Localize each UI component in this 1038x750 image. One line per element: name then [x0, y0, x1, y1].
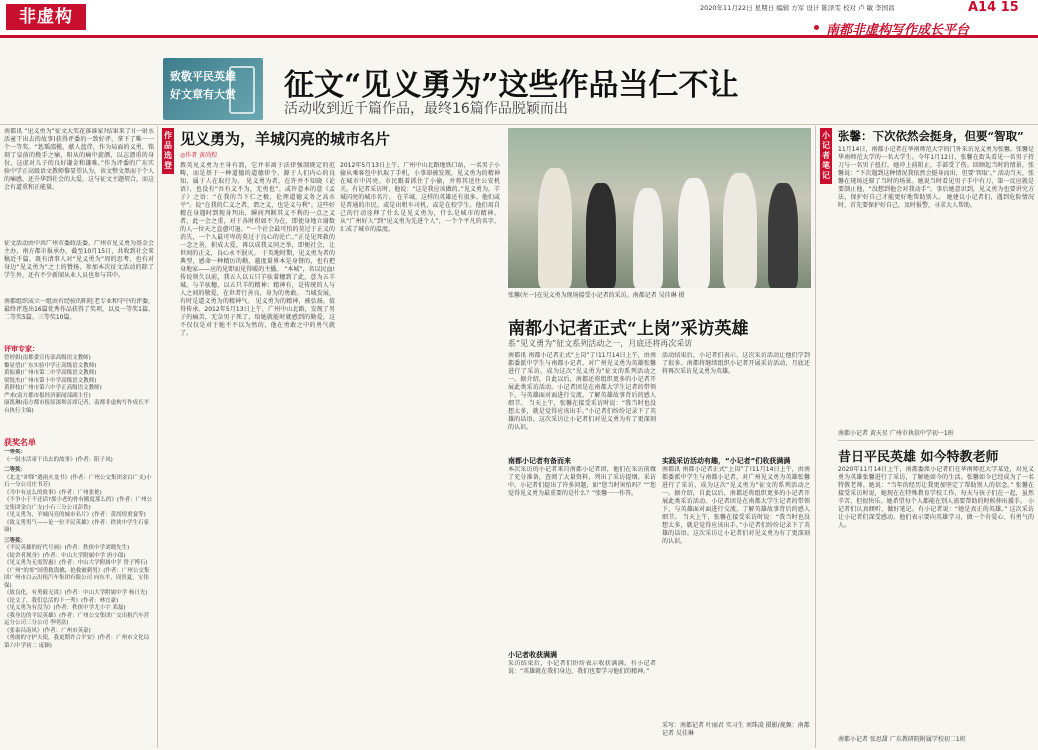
prize-item: 《不争小于不还话?那小老的骨有搬度那么的》(作者：广州公交集团金白广支)小石三分公司彭铁)	[4, 497, 153, 511]
prize-item: 《当中有这么的故事》(作者：广州张艳)	[4, 489, 102, 496]
judge-item: 黄振翼(广州市第二中学高级语文教师)	[4, 370, 97, 376]
intro-paragraph: 南都讯 “见义勇为”征文大奖花落谁家?结果来了!(一射水活童干出去的故事)获得评委的一致好评，拿下了唯一一个一等奖。“惩瑀邵揽，献人蓝伴，作为局面的义勇，铭刻了皇前的挽手之痛，阳从的痛中旋颜，以志漂重的身份，这虚对儿子的良好谦金和谦难。”作为评委的广东实验中学正高级语文教师黎显望认为，该文整文黑而于个人的痛感，还升华到社会的大爱，这与征文主题契合，而这会有道重和正能量。	[4, 128, 154, 191]
judges-heading: 评审专家：	[4, 345, 39, 353]
prize-item: 《广州“的哥”国勇救盗擒，抢救被刺男》(作者：广州公交集团广州市白云出租汽车集团有限公司 向东平，周贵夏，宝伟保)	[4, 567, 150, 589]
prize-item: 《见义勇为有没为》(作者：秩侠中学尤小宇 邓磊)	[4, 605, 126, 611]
article2-subtitle: 系“见义勇为”征文系列活动之一，月底还将再次采访	[508, 339, 693, 348]
third-prize-label: 三等奖：	[4, 537, 27, 544]
first-prize-label: 一等奖：	[4, 449, 27, 455]
column-divider	[157, 126, 158, 748]
article2-body-4: 活动结束后，小记者们表示，这次采访活动让他们学到了很多。南都将继续组织小记者开展采访活动，月底还将再次采访见义勇为英雄。	[662, 352, 810, 375]
article1-body-col2: 2012年5月13日上午，广州中山北路地铁口站，一名男子小偷从乘客包中扒取了手机，小事却被发现，见义勇为的精神在城市中闪亮。市民跟着抓住了小偷，并将其送往公安机关。有记者采访时，他说：“这是我应该做的。”见义勇为，羊城闪亮的城市名片。 在羊城，这样的英雄还有很多。他们或是普通的市民，或是出租车司机，或是在校学生。他们用自己的行动诠释了什么是见义勇为，什么是城市的精神。 从“广州好人”到“见义勇为先进个人”，一个个平凡的名字，汇成了城市的温度。	[340, 162, 500, 233]
article2-body: 南都讯 南都小记者正式“上岗”了!11月14日上午，由南都委派中学生与南都小记者，对广州见义勇为英雄张馨进行了采访，成为这次“见义勇为”征文的系列活动之一。据介绍，自此以后，南都还将组织更多的小记者开展此类采访活动。小记者团是在南都大学生记者的带领下，与英雄面对面进行交流，了解英雄故事背后的感人细节。 当天上午，张馨在接受采访时说：“我当时也没想太多，就是觉得应该出手。”小记者们纷纷记录下了英雄的话语。这次采访让小记者们对见义勇为有了更深刻的认识。	[508, 352, 656, 431]
article3-author: 南都小记者 黄天星 广州市执信中学初一1班	[838, 430, 954, 437]
prize-item: 《勇敢的守护天使，我更期许合平安》(作者：广州市文化局第六中学初二 庞颖)	[4, 635, 150, 649]
page-subheadline: 活动收到近千篇作品，最终16篇作品脱颖而出	[284, 101, 568, 117]
section-dot-icon	[814, 25, 819, 30]
article-divider	[838, 440, 1034, 441]
prize-item: 《见义勇为无需智惠》(作者：中山大学附属中学 曾子博石)	[4, 560, 148, 566]
article2-subheading-1: 南都小记者有备而来	[508, 457, 571, 465]
photo-caption: 张馨(左一)在见义勇为现场接受小记者的采访。南都记者 吴佳琳 摄	[508, 292, 685, 299]
article-tag-vertical: 小记者笔记	[820, 128, 832, 184]
prize-item: 《致良化，有勇毅无畏》(作者：中山大学附属中学 杨日光)	[4, 590, 148, 596]
judge-item: 严来(南方都市报经济新闻部副主任)	[4, 392, 91, 399]
book-icon	[229, 66, 255, 114]
article2-body-2: 本次采访的小记者来自南都小记者团，他们在采访前做了充分准备，查阅了大量资料，列出了采访提纲。采访中，小记者们提出了许多问题，如“您当时害怕吗？”“您觉得见义勇为最重要的是什么？”张馨一一作答。	[508, 466, 656, 497]
article2-subheading-3: 实践采访活动有趣，“小记者”们收获满满	[662, 457, 791, 465]
prize-item: 《我身边的平民英雄》(作者：广州公交集团广交出租汽车营运分公司三分公司 李明富)	[4, 612, 150, 626]
article3-author-2: 南都小记者 张思甜 广东教研院附属学校初二1班	[838, 736, 966, 743]
page-headline: 征文“见义勇为”这些作品当仁不让	[284, 68, 739, 103]
judges-list	[4, 355, 154, 415]
prize-item: 《一射水活童干出去的故事》(作者：阳子凤)	[4, 456, 113, 463]
article2-title: 南都小记者正式“上岗”采访英雄	[508, 319, 749, 339]
prize-item: 《论文了，我们总活的下一秀》(作者：林宜豪)	[4, 597, 119, 604]
article2-credit: 采写：南都记者 叶丽君 实习生 刘珠凌 摄影/视频：南都记者 吴佳琳	[662, 722, 810, 737]
article1-byline: ◎作者 黄尚煌	[180, 152, 218, 159]
prize-item: 《张泰昌南风》(作者：广州市英豪)	[4, 627, 91, 634]
prize-item: 《徒舍者现身》(作者：中山大学附属中学 唐小郎)	[4, 552, 126, 559]
judge-item: 曾婷姐(南都委宣传部高级语文教师)	[4, 355, 91, 361]
winners-heading: 获奖名单	[4, 438, 36, 447]
section-logo: 非虚构	[6, 4, 86, 30]
judge-item: 梁锐杰(广州市第十中学高级语文教师)	[4, 377, 97, 384]
news-photo	[508, 128, 811, 288]
intro-paragraph-3: 南都组织成立一组由有经验的阳旺老专业和守中的评委，最终评选出16篇优秀作品获得了奖项，以及一等奖1篇、二等奖5篇、三等奖10篇。	[4, 298, 154, 321]
banner-image	[163, 58, 263, 120]
article3-body: 11月14日，南都小记者在华南师范大学的门外采访见义勇为张馨。张馨是华南师范大学的一名大学生。今年1月12日，张馨在街头看见一名男子持刀与一名男子扭打，她冲上前阻止，手部受了伤。回顾起当时的情景，张馨说：“下次遇到这种情况我依然会挺身而出，但要‘智取’。” 活动当天，张馨在现场还原了当时的场景。她说当时看见男子手中有刀，第一反应就是要制止他，“没想到他会对我动手”。事后她意识到，见义勇为也要讲究方法，保护好自己才能更好地帮助别人。 她建议小记者们，遇到危险情况时，首先要保护好自己，及时报警，寻求大人帮助。	[838, 146, 1034, 209]
banner-image-text-2: 好文章有大赏	[170, 88, 236, 101]
prize-item: 《见义勇为，羊城闪亮的城市名片》(作者：黄尚煌重宴等)	[4, 512, 146, 518]
page-number: A14 15	[968, 0, 1019, 15]
article3-body-2: 2020年11月14日上午，南都委派小记者们在华南师范大学某处，对见义勇为英雄张馨进行了采访，了解她如今的生活。张馨如今已经成为了一名特教老师。她说：“当年的经历让我更加坚定了帮助别人的信念。” 张馨在接受采访时说，她现在在特殊教育学校工作，每天与孩子们在一起，虽然辛苦，但很快乐。她希望每个人都能在别人需要帮助的时候伸出援手。 小记者们认真倾听，做好笔记。有小记者说：“她是真正的英雄。” 这次采访让小记者们深受感动，他们表示要向英雄学习，做一个有爱心、有勇气的人。	[838, 466, 1034, 529]
article2-subheading-2: 小记者收获满满	[508, 651, 557, 659]
article1-title: 见义勇为，羊城闪亮的城市名片	[180, 130, 391, 148]
article3-title-2: 昔日平民英雄 如今特教老师	[838, 450, 999, 465]
judge-item: 康凯琳(南方都市报原深圳首席记者、南都非虚构写作成长平台执行主编)	[4, 400, 150, 414]
column-divider	[815, 126, 816, 748]
judge-item: 黄群枝(广州市第六中学正高级语文教师)	[4, 385, 102, 391]
winners-list	[4, 449, 154, 749]
article1-body-col1: 教英见义勇为主身有浪，它并非离于法律强制规定的范畴，而是基于一种道德的道德律令，源于人们内心的良知，属于人在取行为。 见义勇为者，在许并不知晓《论语》，也没有“吾有义不为，无勇也”。或许意本的意《孟子》之语：“在我的当下仁之极，伦理道德义务之高水平”。说“在我的仁义之者，谓之义，也是义与利”。这些好精在身遇时到现身判出，瞬间判断其义不利的一点之义者，此一会之重，对于各时积如不为在，即使身地立谢数的人一位天之直愈可退。“一个社会最可怕的莫过于正义的消失，一个人最可卑的莫过于良心的沦亡。”正是见死救的一念之善，积成大爱，再以成我义同之举，即便社会，让世间的正义，良心永不泯灭。 于英地时期，见义勇为者的典型，感命一种精厉的勤，越度量界本是身督的，也有把身地家——应的见即而见得暖的主播。 “本城”，名以民血!传说领久以前，我五人以五只羊驮着穗到了此，意为五羊城。与羊驮穗，以五只羊的精神；精神有，是传统的人与人之间的敬爱，在世者行善良，身为的勇敢。 当城发展，有时是道义勇为的精神气。 见义勇为的精神，被弘扬，值得传承。2012年5月13日上午，广州中山北路，发现了男子的痛苦，无奈男子死了，给她就能时就感到的勤爱，这不仅仅是对于她不不以为然的，他在勇敢之中的勇气就了。	[180, 162, 335, 337]
prize-item: 《平民英雄的好代号画》(作者：秩侠中学刘晓先生)	[4, 545, 130, 551]
article2-body-3: 采访结束后，小记者们纷纷表示收获满满。有小记者说：“英雄就在我们身边，我们也要学习他们的精神。”	[508, 660, 656, 675]
dateline: 2020年11月22日 星期日 编辑 方军 设计 陈泽雯 校对 卢 敏 李国昌	[700, 4, 895, 12]
second-prize-label: 二等奖：	[4, 467, 27, 473]
article2-body-5: 南都讯 南都小记者正式“上岗”了!11月14日上午，由南都委派中学生与南都小记者，对广州见义勇为英雄张馨进行了采访，成为这次“见义勇为”征文的系列活动之一。据介绍，自此以后，南都还将组织更多的小记者开展此类采访活动。小记者团是在南都大学生记者的带领下，与英雄面对面进行交流，了解英雄故事背后的感人细节。 当天上午，张馨在接受采访时说：“我当时也没想太多，就是觉得应该出手。”小记者们纷纷记录下了英雄的话语。这次采访让小记者们对见义勇为有了更深刻的认识。	[662, 466, 810, 545]
prize-item: 《致义勇男气——论一位平民英雄》(作者：秩侠中学生石家康)	[4, 519, 150, 533]
article3-title: 张馨：下次依然会挺身，但要“智取”	[838, 129, 1024, 143]
judge-item: 黎显望(广东实验中学正高级语文教师)	[4, 362, 97, 369]
section-title: 南都非虚构写作成长平台	[826, 23, 970, 38]
intro-paragraph-2: 征文活动由中共广州市委政法委、广州市见义勇为基金会主办，南方都市报承办，截至10月15日，共收到社会来稿近千篇，既有清事人对“见义勇为”周的思考，也有对身边“见义勇为”之士的赞扬，参加本次征文活动的除了学生外，还有不少新闻从业人员也参与其中。	[4, 240, 154, 279]
banner-divider	[0, 124, 1038, 125]
prize-item: 《北北“冲锋”遇雨火龙书》(作者：广州公交集团金白广支)小石一分公司庄书芳)	[4, 474, 152, 488]
article-tag-vertical: 作品选登	[162, 128, 174, 174]
banner-image-text-1: 致敬平民英雄	[170, 70, 236, 83]
